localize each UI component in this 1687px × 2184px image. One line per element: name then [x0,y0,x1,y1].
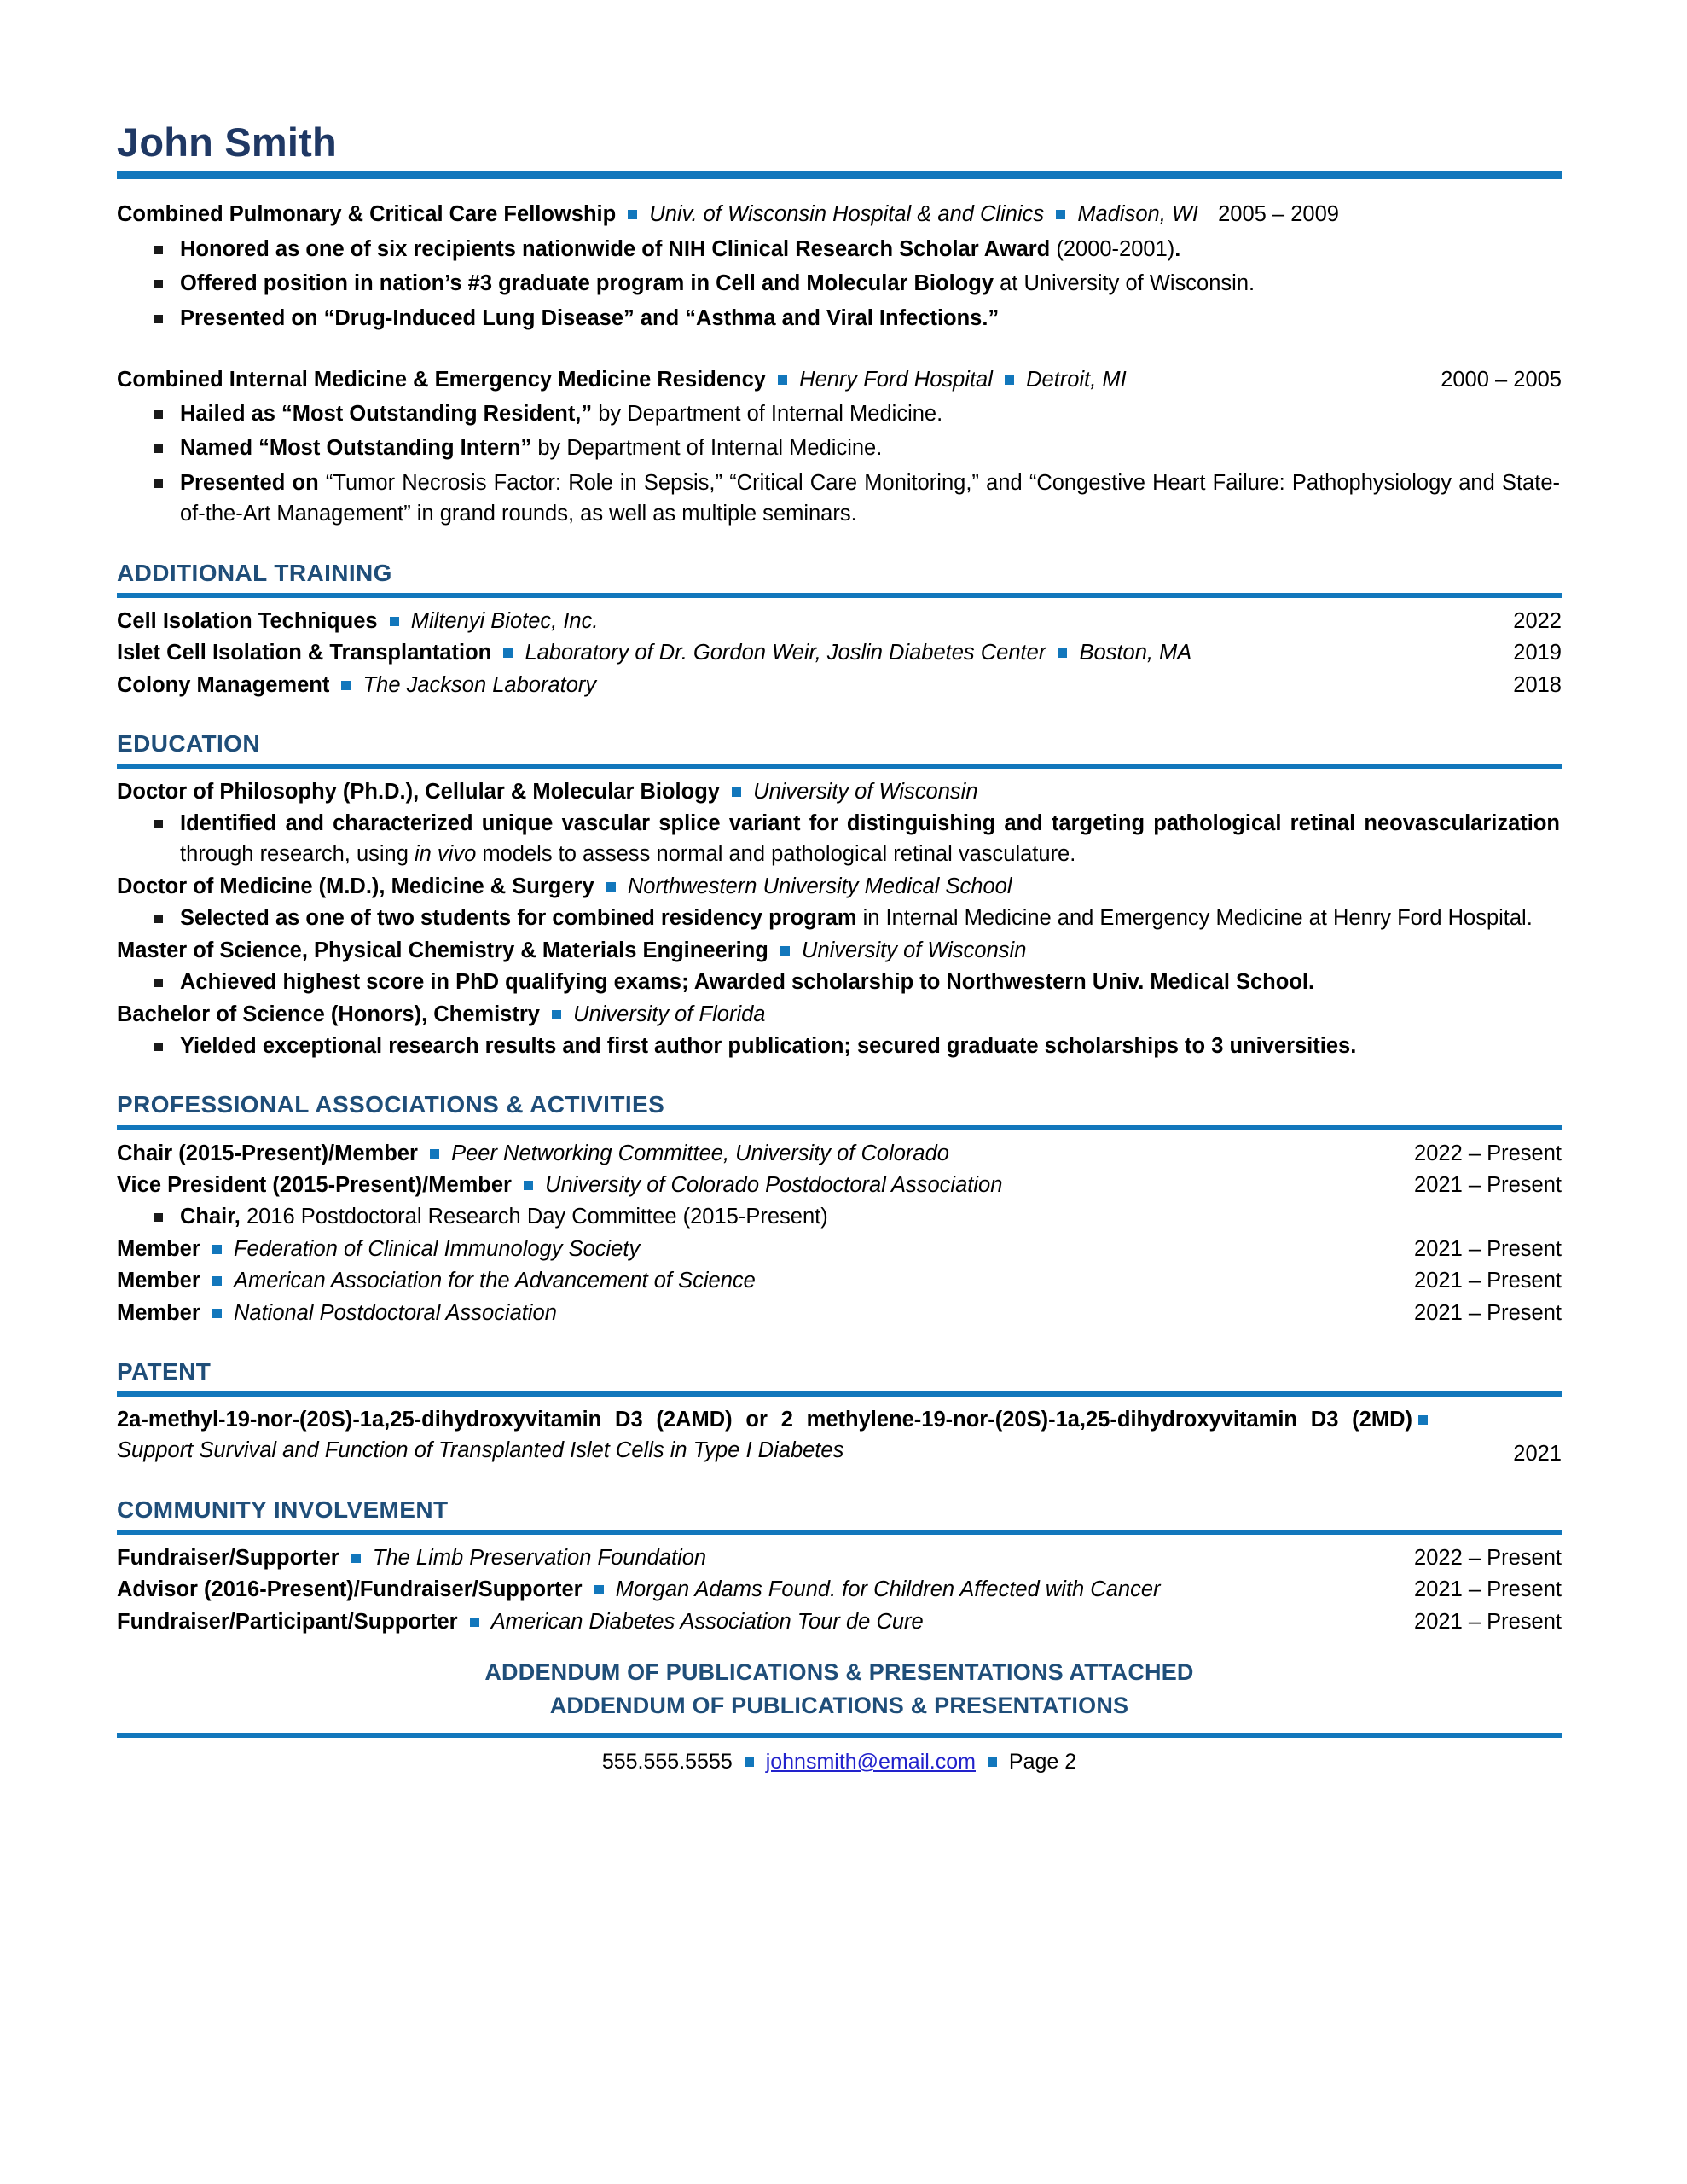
resume-content [117,0,1562,1774]
section-rule [117,764,1562,769]
bullet-bold-text: Achieved highest score in PhD qualifying exams; Awarded scholarship to Northwestern Univ. Medical School. [180,969,1315,994]
patent-title: 2a-methyl-19-nor-(20S)-1a,25-dihydroxyvitamin D3 (2AMD) or 2 methylene-19-nor-(20S)-1a,25-dihydroxyvitamin D3 (2MD) [117,1408,1412,1432]
square-separator-icon [430,1149,439,1159]
bullet-normal-text: through research, using [180,842,415,867]
square-separator-icon [552,1010,561,1019]
square-separator-icon [470,1618,479,1627]
education-bullet-list [117,809,1562,869]
training-row [117,607,1562,636]
education-bullet-list [117,903,1562,934]
list-item [117,809,1562,869]
list-item [117,235,1562,265]
association-date: 2021 – Present [1414,1237,1562,1262]
square-separator-icon [212,1309,222,1318]
association-row [117,1139,1562,1169]
bullet-bold-text: Honored as one of six recipients nationwide of NIH Clinical Research Scholar Award [180,236,1051,261]
bullet-bold-text: Yielded exceptional research results and first author publication; secured graduate scholarships to 3 universities. [180,1033,1357,1058]
square-separator-icon [1005,375,1014,385]
bullet-bold-tail: . [1174,236,1181,261]
bullet-normal-text: 2016 Postdoctoral Research Day Committee (2015-Present) [240,1205,828,1229]
square-separator-icon [351,1554,361,1563]
education-entry [117,1000,1562,1030]
addendum-line-2: ADDENDUM OF PUBLICATIONS & PRESENTATIONS [549,1692,1129,1718]
experience-org: Univ. of Wisconsin Hospital & and Clinics [649,202,1045,227]
community-role: Fundraiser/Supporter [117,1546,339,1571]
community-date: 2021 – Present [1414,1577,1562,1602]
square-separator-icon [390,617,399,626]
education-entry [117,872,1562,902]
training-date: 2022 [1513,609,1562,634]
degree-title: Doctor of Philosophy (Ph.D.), Cellular & Molecular Biology [117,780,720,804]
section-rule [117,1530,1562,1535]
education-entry [117,936,1562,966]
training-role: Colony Management [117,672,330,697]
bullet-bold-text: Presented on [180,471,319,496]
bullet-bold-text: Identified and characterized unique vascular splice variant for distinguishing and targeting pathological retinal neovascularization [180,811,1560,836]
training-role: Cell Isolation Techniques [117,609,378,634]
section-rule [117,593,1562,598]
experience-bullet-list [117,235,1562,334]
education-bullet-list [117,967,1562,998]
training-location: Boston, MA [1079,641,1192,665]
education-entry [117,777,1562,807]
bullet-normal-text: (2000-2001) [1050,236,1175,261]
community-org: The Limb Preservation Foundation [372,1546,707,1571]
degree-school: University of Wisconsin [753,780,978,804]
community-date: 2021 – Present [1414,1609,1562,1634]
list-item [117,433,1562,464]
degree-school: University of Wisconsin [802,938,1027,962]
list-item [117,399,1562,430]
experience-heading [117,200,1562,229]
square-separator-icon [778,375,787,385]
community-role: Advisor (2016-Present)/Fundraiser/Supporter [117,1577,583,1602]
training-row [117,638,1562,668]
bullet-bold-text: Selected as one of two students for combined residency program [180,906,857,931]
bullet-normal-text: at University of Wisconsin. [994,271,1255,296]
degree-school: University of Florida [573,1002,766,1026]
section-heading-community: COMMUNITY INVOLVEMENT [117,1496,449,1523]
community-org: Morgan Adams Found. for Children Affected with Cancer [615,1577,1161,1602]
square-separator-icon [1058,648,1067,658]
association-row [117,1170,1562,1200]
experience-dates: 2005 – 2009 [1218,202,1339,227]
community-date: 2022 – Present [1414,1546,1562,1571]
bullet-normal-text: by Department of Internal Medicine. [592,401,943,426]
experience-location: Detroit, MI [1026,367,1127,392]
addendum-line-1: ADDENDUM OF PUBLICATIONS & PRESENTATIONS ATTACHED [484,1658,1194,1685]
footer-phone: 555.555.5555 [601,1750,733,1774]
section-heading-associations: PROFESSIONAL ASSOCIATIONS & ACTIVITIES [117,1091,665,1118]
degree-school: Northwestern University Medical School [627,874,1012,898]
experience-title: Combined Internal Medicine & Emergency Medicine Residency [117,367,766,392]
experience-bullet-list [117,399,1562,530]
community-row [117,1575,1562,1605]
community-row [117,1607,1562,1637]
degree-title: Bachelor of Science (Honors), Chemistry [117,1002,540,1026]
bullet-normal-text: by Department of Internal Medicine. [531,436,883,461]
experience-heading [117,365,1418,395]
footer-email-link[interactable]: johnsmith@email.com [765,1750,976,1774]
list-item [117,1031,1562,1062]
list-item [117,468,1562,529]
experience-dates: 2000 – 2005 [1441,367,1562,392]
bullet-bold-text: Chair, [180,1205,241,1229]
education-bullet-list [117,1031,1562,1062]
section-rule [117,1391,1562,1397]
patent-date: 2021 [1513,1441,1562,1466]
square-separator-icon [1056,210,1065,219]
list-item [117,269,1562,299]
section-heading-additional-training: ADDITIONAL TRAINING [117,559,392,586]
association-date: 2021 – Present [1414,1173,1562,1198]
square-separator-icon [780,946,790,956]
page-title: John Smith [117,119,337,165]
association-row [117,1298,1562,1328]
bullet-normal-text: “Tumor Necrosis Factor: Role in Sepsis,” “Critical Care Monitoring,” and “Congestive Heart Failure: Pathophysiology and State-of-the-Art Management” in grand rounds, as well as multiple seminars. [180,471,1560,526]
section-heading-education: EDUCATION [117,729,260,757]
header-rule [117,171,1562,179]
experience-entry [117,365,1562,395]
list-item [117,304,1562,334]
square-separator-icon [745,1757,754,1767]
square-separator-icon [212,1245,222,1254]
association-date: 2021 – Present [1414,1300,1562,1325]
community-org: American Diabetes Association Tour de Cure [490,1609,924,1634]
bullet-bold-text: Presented on “Drug-Induced Lung Disease” and “Asthma and Viral Infections.” [180,305,1000,330]
training-date: 2018 [1513,672,1562,697]
section-heading-patent: PATENT [117,1357,212,1385]
community-row [117,1543,1562,1573]
degree-title: Doctor of Medicine (M.D.), Medicine & Surgery [117,874,594,898]
footer-rule [117,1733,1562,1738]
section-rule [117,1125,1562,1130]
list-item [117,903,1562,934]
training-org: The Jackson Laboratory [362,672,597,697]
association-org: National Postdoctoral Association [233,1300,557,1325]
bullet-normal-text: in Internal Medicine and Emergency Medicine at Henry Ford Hospital. [856,906,1533,931]
training-role: Islet Cell Isolation & Transplantation [117,641,492,665]
association-row [117,1234,1562,1264]
square-separator-icon [341,681,351,690]
association-bullet-list [117,1202,1562,1233]
association-role: Vice President (2015-Present)/Member [117,1173,512,1198]
square-separator-icon [524,1181,533,1190]
patent-entry [117,1405,1562,1466]
association-date: 2022 – Present [1414,1141,1562,1166]
bullet-bold-text: Hailed as “Most Outstanding Resident,” [180,401,593,426]
footer-contact [117,1750,1562,1774]
square-separator-icon [1418,1415,1428,1425]
bullet-bold-text: Named “Most Outstanding Intern” [180,436,532,461]
association-date: 2021 – Present [1414,1269,1562,1293]
square-separator-icon [606,882,616,892]
community-role: Fundraiser/Participant/Supporter [117,1609,458,1634]
square-separator-icon [594,1585,604,1594]
bullet-normal-text-2: models to assess normal and pathological retinal vasculature. [476,842,1076,867]
bullet-bold-text: Offered position in nation’s #3 graduate program in Cell and Molecular Biology [180,271,994,296]
patent-description: Support Survival and Function of Transplanted Islet Cells in Type I Diabetes [117,1438,844,1462]
training-row [117,671,1562,700]
training-org: Laboratory of Dr. Gordon Weir, Joslin Diabetes Center [525,641,1046,665]
degree-title: Master of Science, Physical Chemistry & Materials Engineering [117,938,768,962]
association-org: American Association for the Advancement of Science [233,1269,756,1293]
square-separator-icon [628,210,637,219]
experience-entry [117,200,1562,229]
association-org: Federation of Clinical Immunology Society [233,1237,641,1262]
square-separator-icon [988,1757,997,1767]
square-separator-icon [212,1276,222,1286]
square-separator-icon [503,648,513,658]
training-date: 2019 [1513,641,1562,665]
association-role: Chair (2015-Present)/Member [117,1141,418,1166]
footer-page-number: Page 2 [1008,1750,1077,1774]
square-separator-icon [732,787,741,797]
association-org: Peer Networking Committee, University of Colorado [451,1141,949,1166]
list-item [117,1202,1562,1233]
association-org: University of Colorado Postdoctoral Association [545,1173,1003,1198]
association-role: Member [117,1237,200,1262]
bullet-italic-text: in vivo [415,842,477,867]
association-row [117,1266,1562,1296]
list-item [117,967,1562,998]
association-role: Member [117,1269,200,1293]
experience-org: Henry Ford Hospital [799,367,993,392]
association-role: Member [117,1300,200,1325]
training-org: Miltenyi Biotec, Inc. [410,609,599,634]
experience-title: Combined Pulmonary & Critical Care Fellowship [117,202,617,227]
experience-location: Madison, WI [1077,202,1199,227]
